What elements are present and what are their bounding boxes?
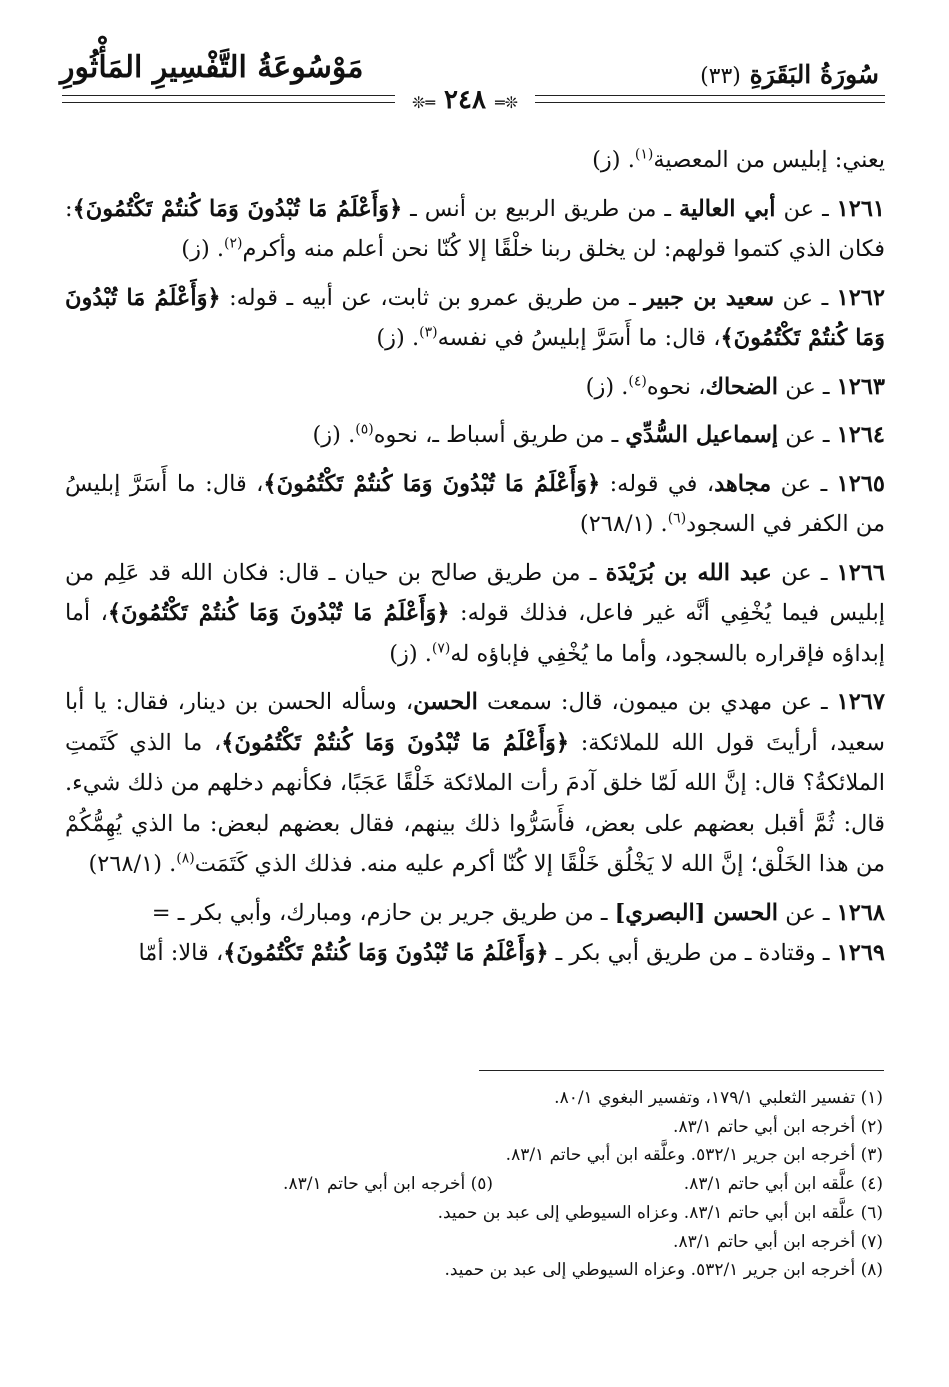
footnote-ref[interactable]: (٢)	[224, 235, 243, 252]
page-number	[395, 82, 535, 118]
text: ، قالا: أمّا	[138, 940, 224, 966]
entry-number: ١٢٦٩	[836, 940, 885, 966]
ornament-icon: ═❊	[495, 93, 519, 112]
footnote-2: (٢) أخرجه ابن أبي حاتم ٨٣/١.	[673, 1116, 883, 1137]
footnote-ref[interactable]: (٧)	[431, 640, 451, 656]
text: ـ من طريق جرير بن حازم، ومبارك، وأبي بكر ـ =	[151, 899, 615, 926]
footnote-3: (٣) أخرجه ابن جرير ٥٣٢/١. وعلَّقه ابن أبي حاتم ٨٣/١.	[505, 1145, 883, 1166]
narrator-name: سعيد بن جبير	[644, 284, 775, 311]
text: ، قال: ما أَسَرَّ إبليسُ من الكفر في السجود	[65, 470, 885, 537]
text: ـ عن	[778, 373, 837, 400]
quran-quote: ﴿وَأَعْلَمُ مَا تُبْدُونَ وَمَا كُنتُمْ تَكْتُمُونَ﴾	[221, 729, 570, 756]
entry-number: ١٢٦٣	[836, 373, 885, 400]
narrator-name: الحسن	[413, 689, 478, 715]
text: يعني: إبليس من المعصية	[653, 147, 885, 173]
narrator-name: عبد الله بن بُرَيْدَة	[605, 559, 772, 586]
text: ، نحوه	[646, 373, 706, 400]
entry-number: ١٢٦٥	[836, 470, 885, 497]
surah-name: سُورَةُ البَقَرَةِ	[749, 60, 879, 89]
entry-1268	[65, 893, 885, 934]
text: . (ز)	[181, 236, 225, 262]
page-number-text: ٢٤٨	[444, 85, 486, 115]
quran-quote: ﴿وَأَعْلَمُ مَا تُبْدُونَ وَمَا كُنتُمْ تَكْتُمُونَ﴾	[263, 470, 601, 497]
ornament-icon: ❊═	[411, 93, 435, 112]
entry-1265	[65, 464, 885, 545]
text: ـ من طريق الربيع بن أنس ـ	[402, 195, 680, 222]
entry-1263	[65, 367, 885, 408]
text: ـ عن مهدي بن ميمون، قال: سمعت	[477, 689, 837, 715]
footnote-ref[interactable]: (٨)	[176, 850, 195, 867]
text: ـ من طريق عمرو بن ثابت، عن أبيه ـ قوله:	[220, 284, 645, 311]
surah-header	[700, 60, 879, 89]
entry-1261	[65, 189, 885, 270]
text: ـ عن	[778, 422, 837, 448]
narrator-name: أبي العالية	[679, 195, 776, 222]
narrator-name: الضحاك	[705, 373, 779, 400]
text: . (ز)	[376, 325, 420, 351]
entry-number: ١٢٦٦	[836, 559, 886, 586]
text: ـ من طريق أسباط ـ، نحوه	[373, 422, 626, 448]
entry-text	[65, 140, 885, 181]
footnote-ref[interactable]: (٥)	[355, 421, 374, 438]
entry-1264	[65, 415, 885, 456]
text: ـ وقتادة ـ من طريق أبي بكر ـ	[548, 940, 837, 966]
text: . (٢٦٨/١)	[88, 851, 177, 877]
footnote-7: (٧) أخرجه ابن أبي حاتم ٨٣/١.	[673, 1231, 883, 1252]
footnote-4: (٤) علَّقه ابن أبي حاتم ٨٣/١.	[683, 1174, 883, 1195]
text: . (ز)	[389, 640, 432, 667]
narrator-name: إسماعيل السُّدِّي	[625, 422, 779, 448]
text: ـ عن	[771, 559, 837, 586]
quran-quote: ﴿وَأَعْلَمُ مَا تُبْدُونَ وَمَا كُنتُمْ تَكْتُمُونَ﴾	[107, 600, 450, 626]
entry-number: ١٢٦١	[836, 195, 886, 222]
entry-number: ١٢٦٧	[836, 689, 885, 715]
text: : فكان الذي كتموا قولهم: لن يخلق ربنا خلْقًا إلا كُنّا نحن أعلم منه وأكرم	[65, 195, 885, 262]
narrator-name: الحسن [البصري]	[614, 899, 779, 926]
text: . (ز)	[312, 422, 356, 448]
footnote-ref[interactable]: (٤)	[628, 373, 647, 389]
footnote-ref[interactable]: (١)	[634, 146, 654, 163]
quran-quote: ﴿وَأَعْلَمُ مَا تُبْدُونَ وَمَا كُنتُمْ تَكْتُمُونَ﴾	[72, 195, 403, 222]
text: ـ عن	[778, 899, 837, 926]
text: ، وسأله الحسن بن دينار، فقال: يا أبا سعيد، أرأيتَ قول الله للملائكة:	[65, 689, 886, 756]
entry-number: ١٢٦٢	[836, 284, 885, 311]
entry-1266	[65, 553, 885, 675]
footnotes	[65, 1084, 883, 1285]
book-title: مَوْسُوعَةُ التَّفْسِيرِ المَأْثُورِ	[60, 50, 364, 85]
footnote-ref[interactable]: (٦)	[667, 510, 687, 527]
entry-1267	[65, 682, 885, 885]
footnote-row	[65, 1170, 883, 1199]
entry-number: ١٢٦٨	[836, 899, 885, 926]
text: ـ عن	[774, 284, 837, 311]
text: . (ز)	[592, 147, 635, 173]
text: ـ من طريق صالح بن حيان ـ قال: فكان الله قد عَلِم من إبليس فيما يُخْفِي أنَّه غير فاعل، فذلك قوله:	[65, 559, 885, 626]
footnote-rule	[479, 1070, 884, 1071]
entry-number: ١٢٦٤	[836, 422, 885, 448]
text: ، قال: ما أَسَرَّ إبليسُ في نفسه	[437, 325, 721, 351]
footnote-1: (١) تفسير الثعلبي ١٧٩/١، وتفسير البغوي ٨٠/١.	[554, 1088, 883, 1108]
text: . (٢٦٨/١)	[579, 511, 668, 537]
quran-quote: ﴿وَأَعْلَمُ مَا تُبْدُونَ وَمَا كُنتُمْ تَكْتُمُونَ﴾	[223, 940, 549, 966]
text: ، ما الذي كَتَمتِ الملائكةُ؟ قال: إنَّ الله لَمّا خلق آدمَ رأت الملائكة خَلْقًا عَجَبًا، فكأنهم دخلهم من ذلك شيء. قال: ثُمَّ أقبل بعضهم على بعض، فأَسَرُّوا ذلك بينهم، فقال بعضهم لبعض: ما الذي يُهِمُّكُمْ من هذا الخَلْق؛ إنَّ الله لا يَخْلُق خَلْقًا إلا كُنّا أكرم عليه منه. فذلك الذي كَتَمَت	[65, 729, 885, 877]
entry-1269	[65, 933, 885, 974]
body-text	[65, 140, 885, 974]
narrator-name: مجاهد	[714, 470, 772, 497]
entry-1262	[65, 278, 885, 359]
text: . (ز)	[585, 373, 629, 400]
text: ، أما إبداؤه فإقراره بالسجود، وأما ما يُخْفِي فإباؤه له	[65, 600, 885, 667]
footnote-5: (٥) أخرجه ابن أبي حاتم ٨٣/١.	[283, 1174, 493, 1195]
footnote-8: (٨) أخرجه ابن جرير ٥٣٢/١. وعزاه السيوطي إلى عبد بن حميد.	[444, 1260, 883, 1281]
text: ، في قوله:	[600, 470, 715, 497]
footnote-6: (٦) علَّقه ابن أبي حاتم ٨٣/١. وعزاه السيوطي إلى عبد بن حميد.	[437, 1202, 883, 1223]
quran-quote: ﴿وَأَعْلَمُ مَا تُبْدُونَ وَمَا كُنتُمْ تَكْتُمُونَ﴾	[65, 284, 885, 351]
verse-number: (٣٣)	[700, 64, 741, 89]
text: ـ عن	[775, 195, 837, 222]
text: ـ عن	[771, 470, 837, 497]
footnote-ref[interactable]: (٣)	[419, 324, 438, 341]
